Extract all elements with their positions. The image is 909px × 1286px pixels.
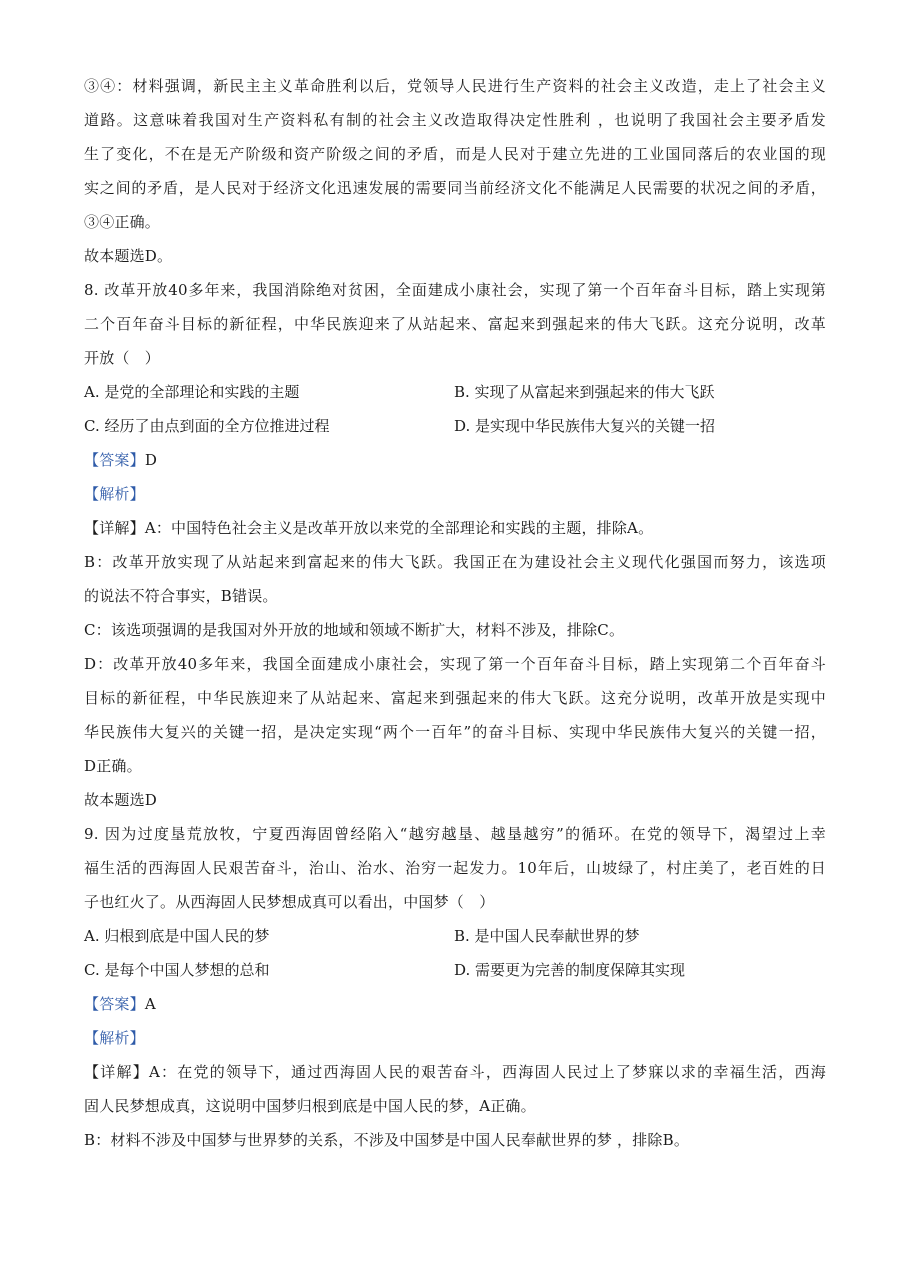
detail-tag: 【详解】 (84, 1063, 149, 1081)
analysis-tag: 【解析】 (84, 485, 145, 503)
detail-line: A：在党的领导下，通过西海固人民的艰苦奋斗，西海固人民过上了梦寐以求的幸福生活，西海 (148, 1063, 826, 1081)
detail-line: D：改革开放40多年来，我国全面建成小康社会，实现了第一个百年奋斗目标，踏上实现第二个百年奋斗 (84, 655, 826, 673)
paragraph-line: ③④：材料强调，新民主主义革命胜利以后，党领导人民进行生产资料的社会主义改造，走上了社会主义 (84, 77, 826, 95)
paragraph-line: ③④正确。 (84, 213, 161, 231)
detail-line: 固人民梦想成真，这说明中国梦归根到底是中国人民的梦，A正确。 (84, 1097, 536, 1115)
detail-line: 目标的新征程，中华民族迎来了从站起来、富起来到强起来的伟大飞跃。这充分说明，改革开放是实现中 (84, 689, 826, 707)
question-8-stem: 开放（ ） (84, 349, 161, 367)
answer-tag: 【答案】 (84, 451, 145, 469)
question-9-option-d: D. 需要更为完善的制度保障其实现 (454, 961, 686, 979)
detail-line: C：该选项强调的是我国对外开放的地域和领域不断扩大，材料不涉及，排除C。 (84, 621, 625, 639)
question-8-answer (84, 449, 157, 471)
detail-line: 的说法不符合事实，B错误。 (84, 587, 278, 605)
detail-tag: 【详解】 (84, 519, 145, 537)
question-8-option-a: A. 是党的全部理论和实践的主题 (84, 383, 300, 401)
paragraph-line: 实之间的矛盾，是人民对于经济文化迅速发展的需要同当前经济文化不能满足人民需要的状况之间的矛盾， (84, 179, 826, 197)
question-9-stem: 9. 因为过度垦荒放牧，宁夏西海固曾经陷入“越穷越垦、越垦越穷”的循环。在党的领导下，渴望过上幸 (84, 825, 826, 843)
question-9-stem: 子也红火了。从西海固人民梦想成真可以看出，中国梦（ ） (84, 893, 495, 911)
question-8-stem: 8. 改革开放40多年来，我国消除绝对贫困，全面建成小康社会，实现了第一个百年奋斗目标，踏上实现第 (84, 281, 826, 299)
question-8-option-c: C. 经历了由点到面的全方位推进过程 (84, 417, 330, 435)
detail-line: A：中国特色社会主义是改革开放以来党的全部理论和实践的主题，排除A。 (144, 519, 654, 537)
question-8-detail (84, 517, 653, 539)
conclusion-line: 故本题选D (84, 791, 158, 809)
answer-value: A (144, 995, 156, 1013)
question-9-answer (84, 993, 156, 1015)
answer-tag: 【答案】 (84, 995, 145, 1013)
detail-line: B：改革开放实现了从站起来到富起来的伟大飞跃。我国正在为建设社会主义现代化强国而努力，该选项 (84, 553, 826, 571)
question-9-option-c: C. 是每个中国人梦想的总和 (84, 961, 270, 979)
detail-line: B：材料不涉及中国梦与世界梦的关系，不涉及中国梦是中国人民奉献世界的梦 ，排除B。 (84, 1131, 690, 1149)
question-9-option-b: B. 是中国人民奉献世界的梦 (454, 927, 640, 945)
answer-value: D (144, 451, 158, 469)
detail-line: 华民族伟大复兴的关键一招，是决定实现“两个一百年”的奋斗目标、实现中华民族伟大复兴的关键一招， (84, 723, 826, 741)
question-9-detail (84, 1061, 826, 1083)
conclusion-line: 故本题选D。 (84, 247, 173, 265)
question-9-stem: 福生活的西海固人民艰苦奋斗，治山、治水、治穷一起发力。10年后，山坡绿了，村庄美了，老百姓的日 (84, 859, 826, 877)
question-8-option-b: B. 实现了从富起来到强起来的伟大飞跃 (454, 383, 715, 401)
question-8-option-d: D. 是实现中华民族伟大复兴的关键一招 (454, 417, 716, 435)
detail-line: D正确。 (84, 757, 142, 775)
question-8-stem: 二个百年奋斗目标的新征程，中华民族迎来了从站起来、富起来到强起来的伟大飞跃。这充分说明，改革 (84, 315, 826, 333)
paragraph-line: 道路。这意味着我国对生产资料私有制的社会主义改造取得决定性胜利 ，也说明了我国社会主要矛盾发 (84, 111, 826, 129)
analysis-tag: 【解析】 (84, 1029, 145, 1047)
question-9-option-a: A. 归根到底是中国人民的梦 (84, 927, 270, 945)
paragraph-line: 生了变化，不在是无产阶级和资产阶级之间的矛盾，而是人民对于建立先进的工业国同落后的农业国的现 (84, 145, 826, 163)
